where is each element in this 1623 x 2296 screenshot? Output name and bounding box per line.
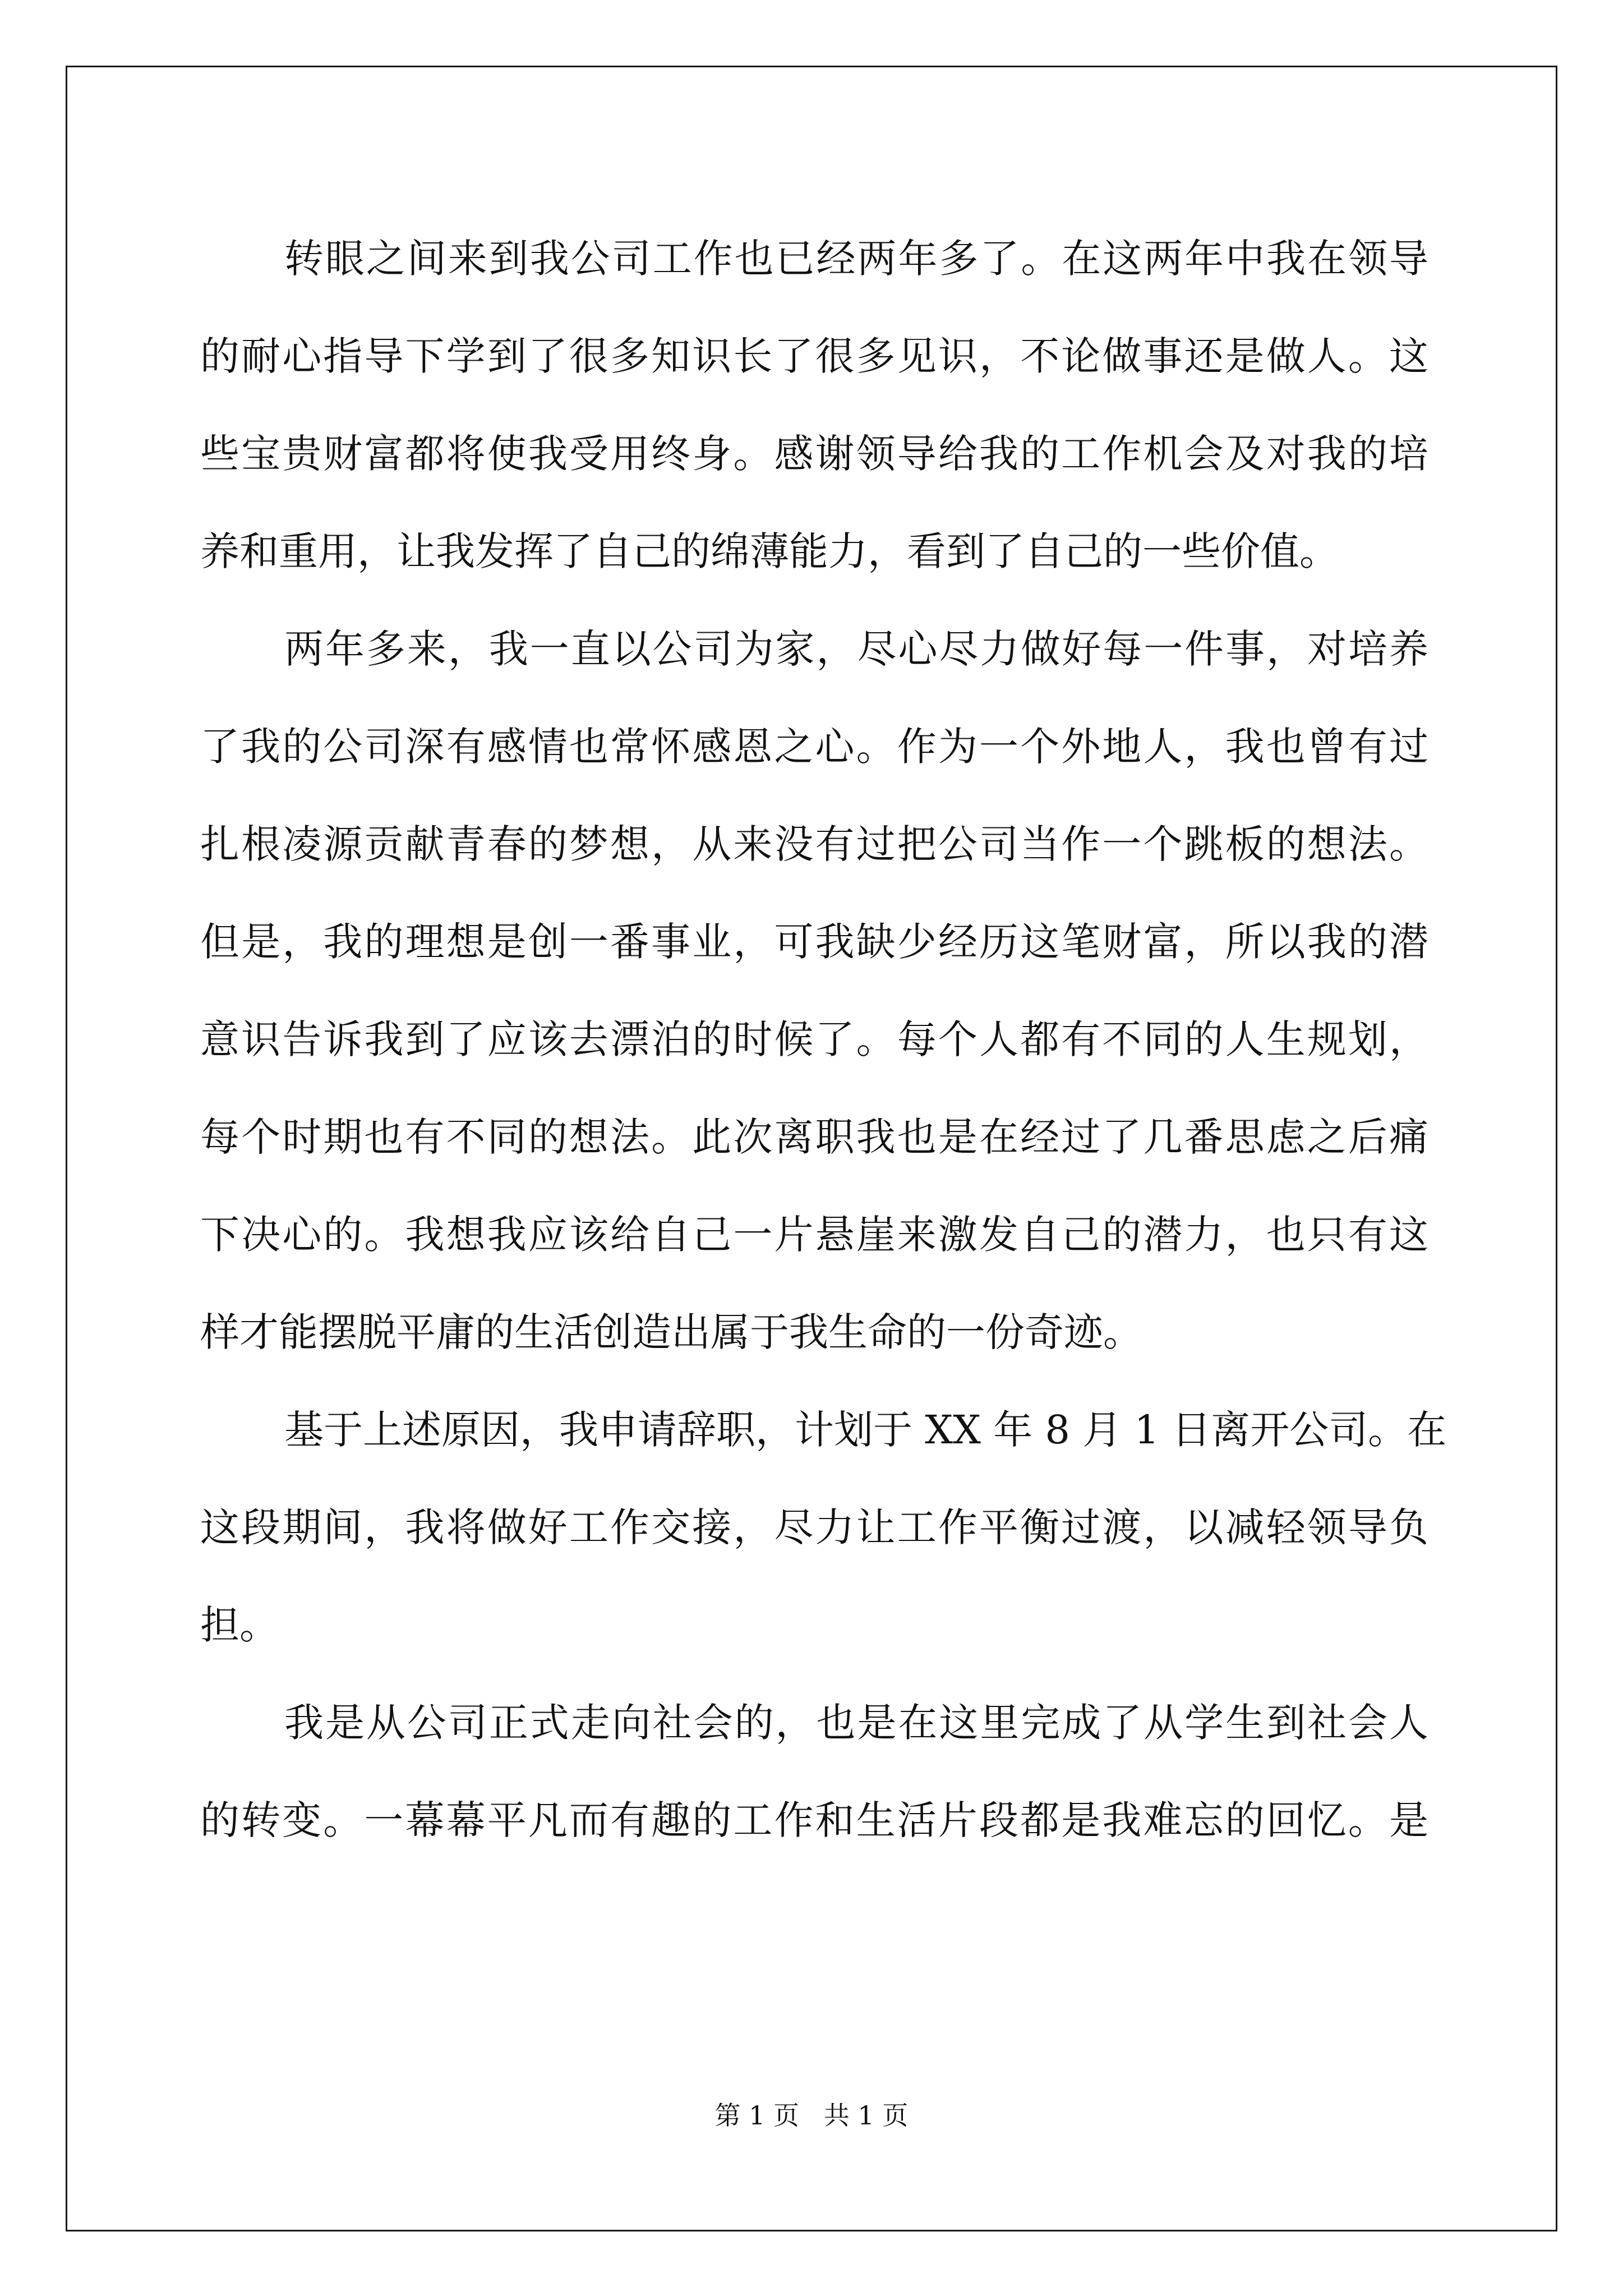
text-line: 样才能摆脱平庸的生活创造出属于我生命的一份奇迹。 [200,1309,1142,1355]
text-line: 我是从公司正式走向社会的，也是在这里完成了从学生到社会人 [284,1700,1428,1746]
paragraph-2 [200,600,1428,1381]
paragraph-4 [200,1674,1428,1869]
paragraph-3 [200,1381,1447,1674]
paragraph-1 [200,210,1428,600]
text-line: 这段期间，我将做好工作交接，尽力让工作平衡过渡，以减轻领导负 [200,1504,1428,1550]
text-line: 基于上述原因，我申请辞职，计划于 XX 年 8 月 1 日离开公司。在 [284,1407,1447,1453]
text-line: 两年多来，我一直以公司为家，尽心尽力做好每一件事，对培养 [284,626,1428,672]
text-line: 担。 [200,1602,279,1648]
text-line: 每个时期也有不同的想法。此次离职我也是在经过了几番思虑之后痛 [200,1114,1428,1160]
text-line: 但是，我的理想是创一番事业，可我缺少经历这笔财富，所以我的潜 [200,919,1428,965]
text-line: 扎根凌源贡献青春的梦想，从来没有过把公司当作一个跳板的想法。 [200,821,1428,867]
text-line: 转眼之间来到我公司工作也已经两年多了。在这两年中我在领导 [284,236,1428,282]
text-line: 些宝贵财富都将使我受用终身。感谢领导给我的工作机会及对我的培 [200,431,1428,477]
text-line: 养和重用，让我发挥了自己的绵薄能力，看到了自己的一些价值。 [200,528,1339,574]
text-line: 了我的公司深有感情也常怀感恩之心。作为一个外地人，我也曾有过 [200,724,1428,770]
text-line: 意识告诉我到了应该去漂泊的时候了。每个人都有不同的人生规划， [200,1016,1428,1062]
text-line: 的转变。一幕幕平凡而有趣的工作和生活片段都是我难忘的回忆。是 [200,1797,1428,1843]
page-number-footer: 第 1 页 共 1 页 [714,2100,909,2131]
document-body [200,210,1447,1869]
text-line: 下决心的。我想我应该给自己一片悬崖来激发自己的潜力，也只有这 [200,1212,1428,1258]
text-line: 的耐心指导下学到了很多知识长了很多见识，不论做事还是做人。这 [200,333,1428,379]
